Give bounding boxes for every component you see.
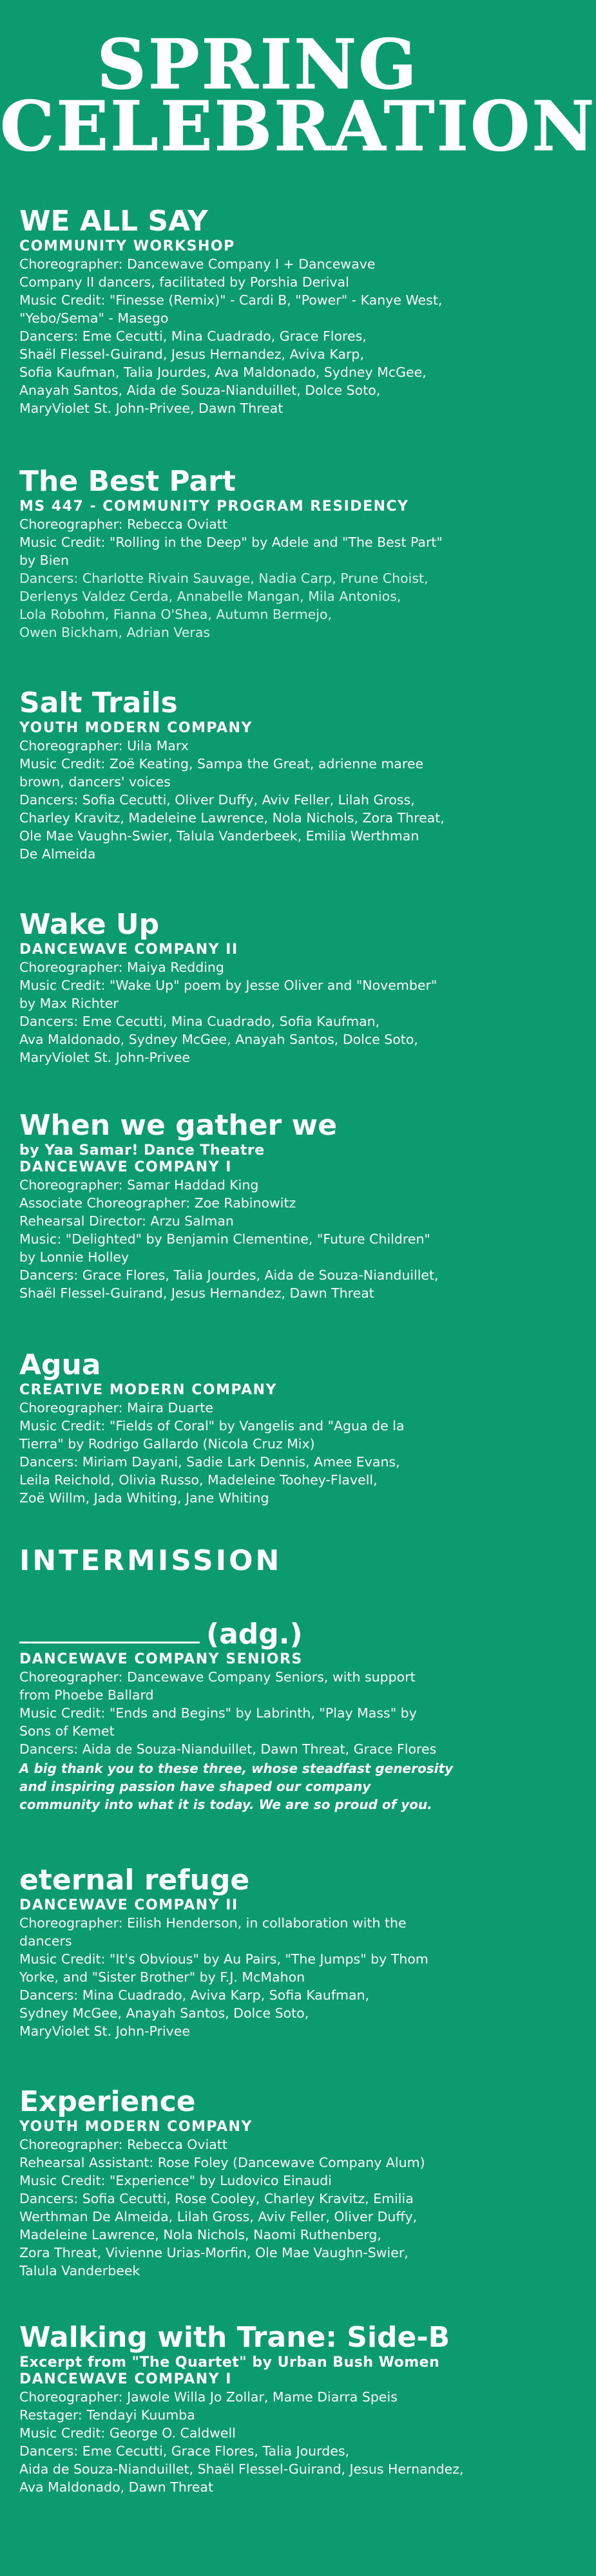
piece-company: DANCEWAVE COMPANY SENIORS	[19, 1651, 303, 1667]
credit-line: Choreographer: Maiya Redding	[19, 960, 224, 975]
credit-line: Aida de Souza-Nianduillet, Shaël Flessel-Guirand, Jesus Hernandez,	[19, 2461, 464, 2477]
credit-line: "Yebo/Sema" - Masego	[19, 310, 169, 326]
credit-line: Music Credit: "Fields of Coral" by Vangelis and "Agua de la	[19, 1418, 405, 1434]
credit-line: Charley Kravitz, Madeleine Lawrence, Nola Nichols, Zora Threat,	[19, 810, 445, 826]
credit-line: Music Credit: George O. Caldwell	[19, 2425, 236, 2441]
credit-line: Dancers: Grace Flores, Talia Jourdes, Aida de Souza-Nianduillet,	[19, 1267, 439, 1283]
credit-line: Music Credit: "Wake Up" poem by Jesse Oliver and "November"	[19, 978, 437, 993]
piece-byline: by Yaa Samar! Dance Theatre	[19, 1142, 265, 1159]
thank-you-note	[19, 1759, 499, 1814]
credit-line: MaryViolet St. John-Privee, Dawn Threat	[19, 401, 284, 416]
credit-line: MaryViolet St. John-Privee	[19, 1050, 191, 1065]
credit-line: Ava Maldonado, Dawn Threat	[19, 2479, 214, 2495]
credit-line: De Almeida	[19, 846, 96, 862]
credit-line: Anayah Santos, Aida de Souza-Nianduillet, Dolce Soto,	[19, 383, 381, 398]
credit-line: MaryViolet St. John-Privee	[19, 2023, 191, 2039]
credit-line: Dancers: Sofia Cecutti, Rose Cooley, Charley Kravitz, Emilia	[19, 2191, 414, 2206]
credit-line: Restager: Tendayi Kuumba	[19, 2407, 195, 2423]
note-line: community into what it is today. We are so proud of you.	[19, 1797, 432, 1812]
credit-line: Rehearsal Director: Arzu Salman	[19, 1213, 234, 1229]
credit-line: Dancers: Eme Cecutti, Mina Cuadrado, Grace Flores,	[19, 328, 367, 344]
piece-title: WE ALL SAY	[19, 205, 208, 238]
credit-line: by Max Richter	[19, 996, 119, 1011]
piece-company: YOUTH MODERN COMPANY	[19, 720, 253, 736]
credit-line: Choreographer: Rebecca Oviatt	[19, 516, 227, 532]
credit-line: Choreographer: Jawole Willa Jo Zollar, Mame Diarra Speis	[19, 2389, 398, 2405]
credit-line: Dancers: Sofia Cecutti, Oliver Duffy, Aviv Feller, Lilah Gross,	[19, 792, 415, 808]
piece-adg	[19, 1618, 499, 1814]
credit-line: Music Credit: "It's Obvious" by Au Pairs, "The Jumps" by Thom	[19, 1951, 428, 1967]
title-blank-line	[19, 1618, 200, 1643]
title-line-1: SPRING	[97, 24, 419, 104]
credit-line: Sydney McGee, Anayah Santos, Dolce Soto,	[19, 2005, 309, 2021]
dancers-line: Dancers: Charlotte Rivain Sauvage, Nadia Carp, Prune Choist,	[19, 571, 428, 586]
credit-line: Zoë Willm, Jada Whiting, Jane Whiting	[19, 1490, 269, 1506]
piece-title: Wake Up	[19, 908, 160, 941]
credit-line: Company II dancers, facilitated by Porshia Derival	[19, 274, 349, 290]
credit-line: Leila Reichold, Olivia Russo, Madeleine Toohey-Flavell,	[19, 1472, 378, 1488]
credit-line: Dancers: Eme Cecutti, Grace Flores, Talia Jourdes,	[19, 2443, 350, 2459]
credit-line: Shaël Flessel-Guirand, Jesus Hernandez, Dawn Threat	[19, 1285, 374, 1301]
piece-when-we-gather-we	[19, 1109, 499, 1302]
credit-line: Dancers: Miriam Dayani, Sadie Lark Dennis, Amee Evans,	[19, 1454, 400, 1470]
credit-line: Rehearsal Assistant: Rose Foley (Dancewave Company Alum)	[19, 2155, 425, 2170]
credit-line: Zora Threat, Vivienne Urias-Morfin, Ole Mae Vaughn-Swier,	[19, 2245, 409, 2260]
credit-line: from Phoebe Ballard	[19, 1687, 154, 1703]
credit-line: Werthman De Almeida, Lilah Gross, Aviv Feller, Oliver Duffy,	[19, 2209, 418, 2224]
credit-line: Choreographer: Eilish Henderson, in collaboration with the	[19, 1915, 407, 1931]
piece-title-text: (adg.)	[206, 1618, 303, 1651]
piece-byline: Excerpt from "The Quartet" by Urban Bush Women	[19, 2354, 440, 2371]
piece-company: DANCEWAVE COMPANY I	[19, 1159, 232, 1175]
piece-we-all-say	[19, 205, 499, 417]
credit-line: Choreographer: Rebecca Oviatt	[19, 2137, 227, 2152]
piece-title: The Best Part	[19, 465, 236, 498]
credit-line: Ole Mae Vaughn-Swier, Talula Vanderbeek, Emilia Werthman	[19, 828, 419, 844]
page-title	[0, 0, 596, 166]
piece-title: Agua	[19, 1349, 101, 1381]
piece-eternal-refuge	[19, 1864, 499, 2040]
credit-line: Music Credit: "Ends and Begins" by Labrinth, "Play Mass" by	[19, 1705, 417, 1721]
credit-line: Shaël Flessel-Guirand, Jesus Hernandez, Aviva Karp,	[19, 346, 364, 362]
piece-company: MS 447 - COMMUNITY PROGRAM RESIDENCY	[19, 498, 409, 515]
credit-line: Ava Maldonado, Sydney McGee, Anayah Santos, Dolce Soto,	[19, 1032, 418, 1047]
credit-line: Music Credit: "Rolling in the Deep" by Adele and "The Best Part"	[19, 535, 443, 550]
piece-company: COMMUNITY WORKSHOP	[19, 238, 235, 254]
note-line: and inspiring passion have shaped our company	[19, 1779, 371, 1794]
piece-experience	[19, 2085, 499, 2280]
credit-line: Associate Choreographer: Zoe Rabinowitz	[19, 1195, 296, 1211]
piece-agua	[19, 1349, 499, 1507]
note-line: A big thank you to these three, whose steadfast generosity	[19, 1761, 454, 1776]
piece-title	[19, 1618, 499, 1651]
dancers-line: Lola Robohm, Fianna O'Shea, Autumn Bermejo,	[19, 607, 332, 622]
piece-title: When we gather we	[19, 1109, 338, 1142]
title-line-2: CELEBRATION	[0, 86, 596, 166]
credit-line: Dancers: Aida de Souza-Nianduillet, Dawn Threat, Grace Flores	[19, 1741, 437, 1757]
credit-line: Tierra" by Rodrigo Gallardo (Nicola Cruz Mix)	[19, 1436, 315, 1452]
piece-title: Walking with Trane: Side-B	[19, 2321, 450, 2354]
piece-salt-trails	[19, 687, 499, 863]
piece-walking-with-trane	[19, 2321, 499, 2496]
intermission-heading: INTERMISSION	[19, 1544, 282, 1577]
credit-line: Choreographer: Maira Duarte	[19, 1400, 213, 1416]
credit-line: Sons of Kemet	[19, 1723, 115, 1739]
credit-line: by Bien	[19, 553, 70, 568]
credit-line: Dancers: Eme Cecutti, Mina Cuadrado, Sofia Kaufman,	[19, 1014, 380, 1029]
credit-line: Music Credit: "Experience" by Ludovico Einaudi	[19, 2173, 332, 2188]
credit-line: Choreographer: Dancewave Company Seniors, with support	[19, 1669, 416, 1685]
credit-line: Sofia Kaufman, Talia Jourdes, Ava Maldonado, Sydney McGee,	[19, 365, 427, 380]
credit-line: Music: "Delighted" by Benjamin Clementine, "Future Children"	[19, 1231, 430, 1247]
credit-line: Madeleine Lawrence, Nola Nichols, Naomi Ruthenberg,	[19, 2227, 381, 2242]
piece-wake-up	[19, 908, 499, 1066]
dancers-line: Derlenys Valdez Cerda, Annabelle Mangan, Mila Antonios,	[19, 589, 401, 604]
credit-line: Choreographer: Uila Marx	[19, 738, 189, 753]
piece-title: Experience	[19, 2085, 196, 2118]
credit-line: Music Credit: "Finesse (Remix)" - Cardi B, "Power" - Kanye West,	[19, 292, 443, 308]
piece-company: DANCEWAVE COMPANY I	[19, 2371, 232, 2387]
credit-line: Choreographer: Dancewave Company I + Dancewave	[19, 256, 376, 272]
piece-title: eternal refuge	[19, 1864, 250, 1897]
piece-company: DANCEWAVE COMPANY II	[19, 942, 238, 958]
credit-line: Dancers: Mina Cuadrado, Aviva Karp, Sofia Kaufman,	[19, 1987, 370, 2003]
piece-company: CREATIVE MODERN COMPANY	[19, 1382, 277, 1398]
piece-title: Salt Trails	[19, 687, 178, 719]
credit-line: by Lonnie Holley	[19, 1249, 130, 1265]
credit-line: Talula Vanderbeek	[19, 2263, 140, 2278]
credit-line: brown, dancers' voices	[19, 774, 171, 790]
credit-line: Choreographer: Samar Haddad King	[19, 1177, 259, 1193]
credit-line: Music Credit: Zoë Keating, Sampa the Great, adrienne maree	[19, 756, 424, 772]
piece-company: DANCEWAVE COMPANY II	[19, 1897, 238, 1913]
piece-company: YOUTH MODERN COMPANY	[19, 2119, 253, 2135]
credit-line: Yorke, and "Sister Brother" by F.J. McMahon	[19, 1969, 305, 1985]
credit-line: dancers	[19, 1933, 72, 1949]
piece-the-best-part	[19, 465, 499, 641]
dancers-line: Owen Bickham, Adrian Veras	[19, 625, 211, 640]
